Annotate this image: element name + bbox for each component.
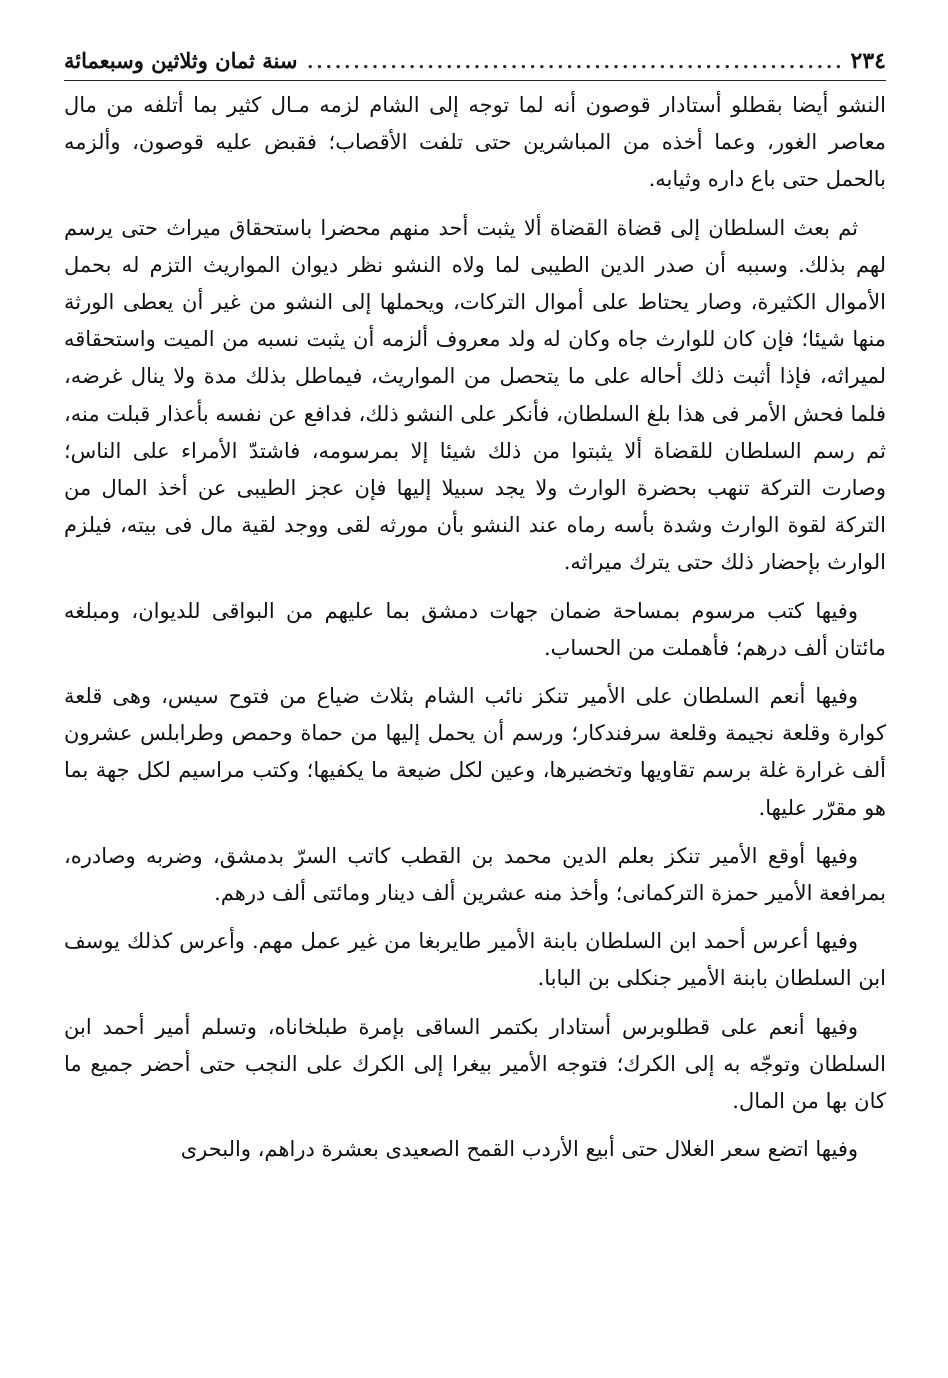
paragraph-tankiz-estates: وفيها أنعم السلطان على الأمير تنكز نائب الشام بثلاث ضياع من فتوح سيس، وهى قلعة كوارة وقلعة نجيمة وقلعة سرفندكار؛ ورسم أن يحمل إليها من حماة وحمص وطرابلس عشرون ألف غرارة غلة برسم تقاويها وتخضيرها، وعين لكل ضيعة ما يكفيها؛ وكتب مراسيم لكل جهة بما هو مقرّر عليها. bbox=[64, 684, 886, 820]
paragraph-continuation: النشو أيضا بقطلو أستادار قوصون أنه لما توجه إلى الشام لزمه مـال كثير بما أتلفه من مال معاصر الغور، وعما أخذه من المباشرين حتى تلفت الأقصاب؛ فقبض عليه قوصون، وألزمه بالحمل حتى باع داره وثيابه. bbox=[64, 93, 886, 192]
dotted-leader bbox=[303, 46, 844, 80]
paragraph-damascus-survey: وفيها كتب مرسوم بمساحة ضمان جهات دمشق بما عليهم من البواقى للديوان، ومبلغه مائتان ألف درهم؛ فأهملت من الحساب. bbox=[64, 598, 886, 660]
year-title: سنة ثمان وثلاثين وسبعمائة bbox=[64, 48, 298, 73]
paragraph-weddings: وفيها أعرس أحمد ابن السلطان بابنة الأمير طايربغا من غير عمل مهم. وأعرس كذلك يوسف ابن السلطان بابنة الأمير جنكلى بن البابا. bbox=[64, 929, 886, 991]
running-header bbox=[64, 44, 886, 81]
body-text bbox=[64, 87, 886, 1168]
paragraph-inheritance-decree: ثم بعث السلطان إلى قضاة القضاة ألا يثبت أحد منهم محضرا باستحقاق ميراث حتى يرسم لهم بذلك. وسببه أن صدر الدين الطيبى لما ولاه النشو نظر ديوان المواريث التزم له بحمل الأموال الكثيرة، وصار يحتاط على أموال التركات، ويحملها إلى النشو من غير أن يعطى الورثة منها شيئا؛ فإن كان للوارث جاه وكان له ولد معروف ألزمه أن يثبت نسبه من الميت واستحقاقه لميراثه، فإذا أثبت ذلك أحاله على ما يتحصل من المواريث، فيماطل بذلك مدة ولا ينال غرضه، فلما فحش الأمر فى هذا بلغ السلطان، فأنكر على النشو ذلك، فدافع عن نفسه بأعذار قبلت منه، ثم رسم السلطان للقضاة ألا يثبتوا من ذلك شيئا إلا بمرسومه، فاشتدّ الأمراء على الناس؛ وصارت التركة تنهب بحضرة الوارث ولا يجد سبيلا إليها فإن عجز الطيبى عن أخذ المال من التركة لقوة الوارث وشدة بأسه رماه عند النشو بأن مورثه لقى ووجد لقية مال فى بيته، فيلزم الوارث بإحضار ذلك حتى يترك ميراثه. bbox=[64, 215, 886, 575]
page-number: ٢٣٤ bbox=[850, 48, 886, 74]
book-page bbox=[64, 44, 886, 1344]
paragraph-grain-prices: وفيها اتضع سعر الغلال حتى أبيع الأردب القمح الصعيدى بعشرة دراهم، والبحرى bbox=[180, 1137, 858, 1162]
paragraph-ibn-al-qutb: وفيها أوقع الأمير تنكز بعلم الدين محمد بن القطب كاتب السرّ بدمشق، وضربه وصادره، بمرافعة الأمير حمزة التركمانى؛ وأخذ منه عشرين ألف دينار ومائتى ألف درهم. bbox=[64, 843, 886, 906]
paragraph-qutlubars: وفيها أنعم على قطلوبرس أستادار بكتمر الساقى بإمرة طبلخاناه، وتسلم أمير أحمد ابن السلطان وتوجّه به إلى الكرك؛ فتوجه الأمير بيغرا إلى الكرك على النجب حتى أحضر جميع ما كان بها من المال. bbox=[64, 1014, 886, 1114]
